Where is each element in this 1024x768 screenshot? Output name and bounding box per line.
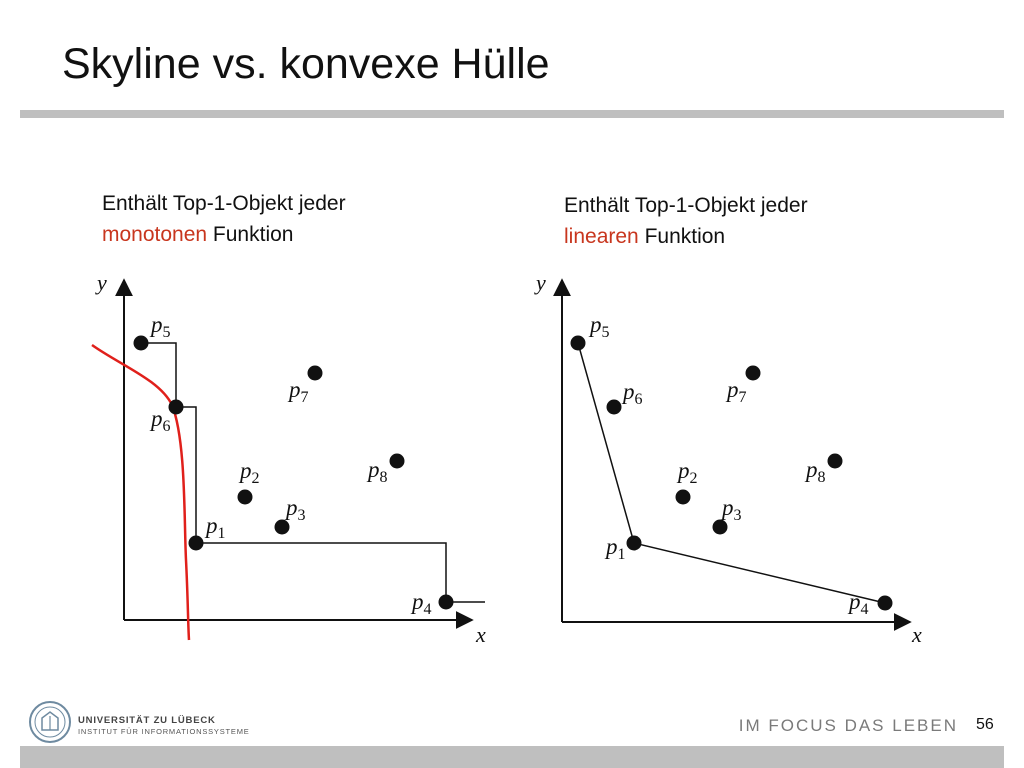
left-label-p5: $p_5$ bbox=[151, 312, 171, 341]
left-point-p8 bbox=[390, 454, 405, 469]
left-point-p1 bbox=[189, 536, 204, 551]
left-point-p2 bbox=[238, 490, 253, 505]
right-label-p1: $p_1$ bbox=[606, 534, 626, 563]
left-label-p4: $p_4$ bbox=[412, 589, 432, 618]
left-caption-line1: Enthält Top-1-Objekt jeder bbox=[102, 192, 346, 215]
left-diagram bbox=[92, 270, 486, 647]
left-label-p1: $p_1$ bbox=[206, 513, 226, 542]
left-caption-rest: Funktion bbox=[207, 223, 294, 246]
right-diagram bbox=[534, 270, 922, 647]
right-label-p5: $p_5$ bbox=[590, 312, 610, 341]
left-point-p5 bbox=[134, 336, 149, 351]
right-point-p8 bbox=[828, 454, 843, 469]
right-caption-rest: Funktion bbox=[638, 225, 726, 248]
left-label-p2: $p_2$ bbox=[240, 458, 260, 487]
right-caption-line1: Enthält Top-1-Objekt jeder bbox=[564, 194, 808, 217]
page-number: 56 bbox=[976, 716, 994, 733]
left-point-p6 bbox=[169, 400, 184, 415]
left-label-p3: $p_3$ bbox=[286, 495, 306, 524]
slide-title: Skyline vs. konvexe Hülle bbox=[62, 40, 550, 88]
institute-name: INSTITUT FÜR INFORMATIONSSYSTEME bbox=[78, 727, 250, 736]
left-point-p7 bbox=[308, 366, 323, 381]
right-label-p3: $p_3$ bbox=[722, 495, 742, 524]
right-label-p6: $p_6$ bbox=[623, 379, 643, 408]
right-x-axis-label: x bbox=[912, 622, 922, 647]
left-x-axis-label: x bbox=[476, 622, 486, 647]
right-point-p6 bbox=[607, 400, 622, 415]
left-point-p4 bbox=[439, 595, 454, 610]
right-label-p4: $p_4$ bbox=[849, 589, 869, 618]
right-label-p7: $p_7$ bbox=[727, 377, 747, 406]
right-point-p3 bbox=[713, 520, 728, 535]
left-y-axis-label: y bbox=[97, 270, 107, 295]
left-caption-highlight: monotonen bbox=[102, 223, 208, 246]
right-caption-highlight: linearen bbox=[564, 225, 639, 248]
right-label-p8: $p_8$ bbox=[806, 457, 826, 486]
university-name: UNIVERSITÄT ZU LÜBECK bbox=[78, 715, 216, 726]
right-label-p2: $p_2$ bbox=[678, 458, 698, 487]
left-point-p3 bbox=[275, 520, 290, 535]
right-point-p2 bbox=[676, 490, 691, 505]
right-y-axis-label: y bbox=[536, 270, 546, 295]
left-label-p8: $p_8$ bbox=[368, 457, 388, 486]
right-point-p7 bbox=[746, 366, 761, 381]
university-seal-icon bbox=[28, 700, 72, 749]
left-label-p7: $p_7$ bbox=[289, 377, 309, 406]
monotone-function-curve bbox=[92, 345, 189, 640]
footer-bar bbox=[20, 746, 1004, 768]
skyline-staircase bbox=[141, 343, 485, 602]
right-point-p4 bbox=[878, 596, 893, 611]
right-point-p1 bbox=[627, 536, 642, 551]
right-point-p5 bbox=[571, 336, 586, 351]
left-label-p6: $p_6$ bbox=[151, 406, 171, 435]
slogan: IM FOCUS DAS LEBEN bbox=[738, 716, 958, 735]
